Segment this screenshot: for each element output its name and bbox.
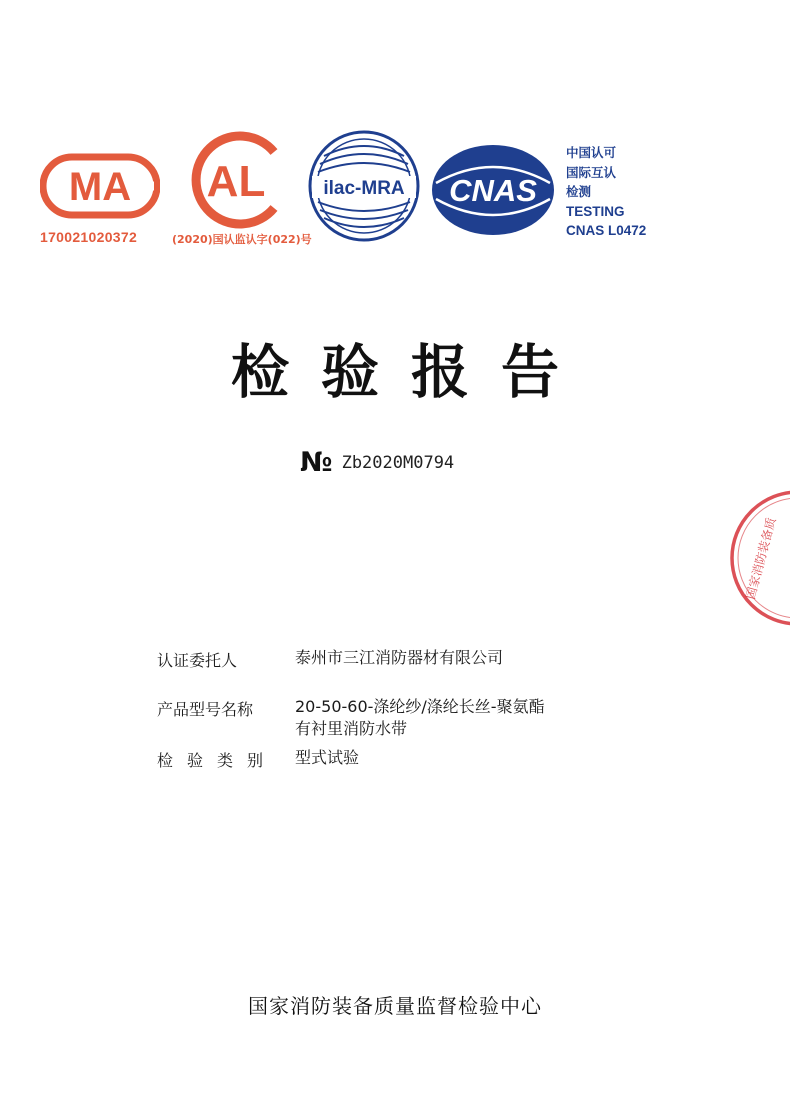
official-seal [718,488,790,628]
cnas-line: TESTING [566,203,625,219]
cnas-line: 检测 [566,184,592,199]
cma-logo [40,153,160,219]
client-value-line: 泰州市三江消防器材有限公司 [295,648,504,667]
cal-logo-text: AL [206,157,266,206]
product-name-line: 有衬里消防水带 [295,719,408,738]
inspection-type-value [295,747,359,769]
cma-logo-text: MA [68,165,132,209]
product-name-value [295,696,545,740]
cnas-accreditation-text [566,143,646,241]
cal-certificate-number: (2020)国认监认字(022)号 [172,233,312,246]
issuing-institution: 国家消防装备质量监督检验中心 [248,994,542,1018]
inspection-type-line: 型式试验 [295,748,360,767]
report-number-value: Zb2020M0794 [341,452,455,473]
report-title: 检验报告 [230,338,591,406]
product-name-line: 20-50-60-涤纶纱/涤纶长丝-聚氨酯 [295,697,545,716]
product-name-label: 产品型号名称 [157,700,254,719]
cnas-logo-text: CNAS [449,173,537,208]
cal-logo [178,130,296,230]
report-number [300,447,454,478]
cnas-line: CNAS L0472 [566,223,647,238]
numero-sign: № [300,447,333,478]
cma-certificate-number: 170021020372 [40,229,138,245]
inspection-type-label: 检验类别 [157,751,278,770]
client-value [295,647,503,669]
ilac-mra-logo [306,128,422,244]
client-label: 认证委托人 [157,651,238,670]
cnas-line: 中国认可 [566,145,617,160]
seal-text: 国家消防装备质 [743,516,779,601]
cnas-line: 国际互认 [566,164,617,180]
cnas-logo [430,143,556,237]
ilac-logo-text: ilac-MRA [323,178,405,199]
